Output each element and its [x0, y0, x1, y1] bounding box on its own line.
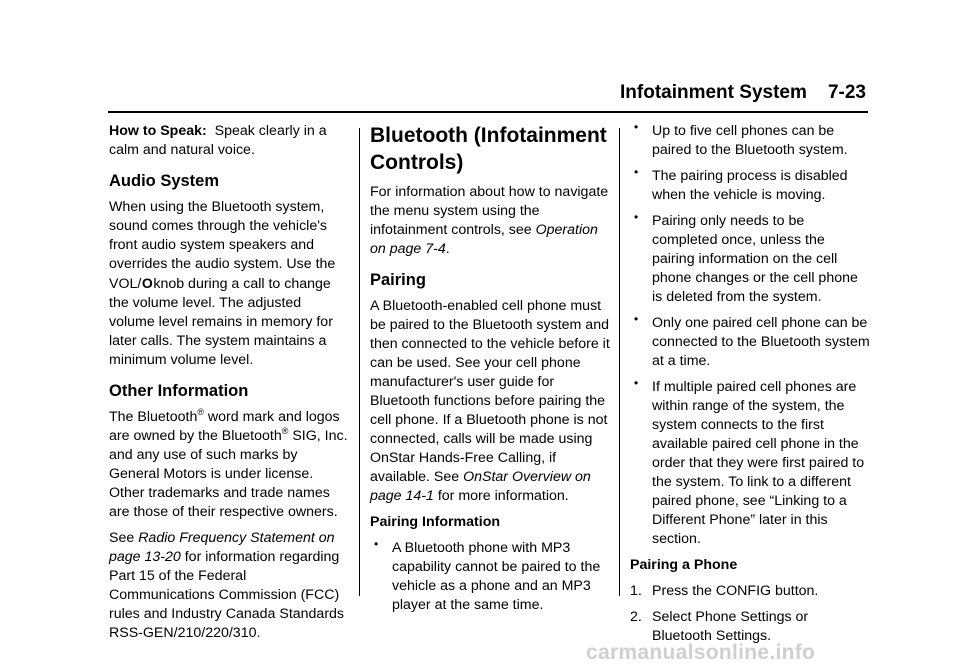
column-3 [630, 122, 870, 653]
bluetooth-heading: Bluetooth (Infotainment Controls) [370, 124, 607, 174]
step-number: 2. [630, 609, 642, 625]
registered-mark: ® [197, 407, 204, 417]
page-number: 7-23 [827, 82, 866, 103]
registered-mark: ® [281, 426, 289, 436]
pairing-text-a: A Bluetooth-enabled cell phone must be paired to the Bluetooth system and then connected to the vehicle before it can be used. See your cell phone manufacturer's user guide for Bluetooth functions before pairing the cell phone. If a Bluetooth phone is not connected, calls will be made using OnStar Hands-Free Calling, if available. See [370, 298, 610, 485]
list-item [630, 167, 870, 205]
list-item [630, 212, 870, 307]
column-divider [359, 128, 360, 596]
onstar-overview-link[interactable]: OnStar Overview on page 14-1 [370, 469, 591, 504]
audio-system-heading: Audio System [109, 172, 220, 190]
list-item [630, 378, 870, 549]
trademark-paragraph [109, 408, 349, 522]
step-text: Select Phone Settings or Bluetooth Settings. [652, 609, 809, 644]
column-1 [109, 122, 349, 650]
intro-paragraph [370, 183, 610, 259]
trademark-text-c: SIG, Inc. and any use of such marks by General Motors is under license. Other trademarks and trade names are those of their respective owners. [109, 428, 348, 520]
operation-link[interactable]: Operation on page 7-4 [370, 222, 598, 257]
audio-system-paragraph [109, 198, 349, 370]
bullet-icon: • [634, 376, 639, 390]
pairing-text-b: for more information. [433, 488, 569, 504]
bullet-icon: • [634, 165, 639, 179]
rf-statement-paragraph [109, 529, 349, 643]
column-divider [619, 128, 620, 596]
how-to-speak-paragraph [109, 122, 349, 160]
how-to-speak-text: Speak clearly in a calm and natural voice. [109, 123, 327, 158]
trademark-text-a: The Bluetooth [109, 409, 198, 425]
power-knob-icon: O [141, 275, 153, 291]
section-title: Infotainment System [620, 82, 807, 103]
audio-text-a: When using the Bluetooth system, sound comes through the vehicle's front audio system speakers and overrides the audio system. Use the VOL/ [109, 199, 336, 292]
pairing-paragraph [370, 297, 610, 506]
audio-text-b: knob during a call to change the volume level. The adjusted volume level remains in memory for later calls. The system maintains a minimum volume level. [109, 276, 333, 368]
intro-text: For information about how to navigate the menu system using the infotainment controls, see [370, 184, 609, 238]
list-item-text: Pairing only needs to be completed once, unless the pairing information on the cell phone changes or the cell phone is deleted from the system. [652, 213, 858, 305]
list-item-text: A Bluetooth phone with MP3 capability cannot be paired to the vehicle as a phone and an MP3 player at the same time. [392, 540, 601, 613]
pairing-a-phone-label: Pairing a Phone [630, 557, 738, 573]
list-item-text: Only one paired cell phone can be connected to the Bluetooth system at a time. [652, 315, 870, 369]
bullet-icon: • [374, 537, 379, 551]
bullet-icon: • [634, 120, 639, 134]
list-item [370, 539, 610, 615]
other-information-heading: Other Information [109, 382, 249, 400]
watermark: carmanualsonline.info [586, 641, 816, 664]
bullet-icon: • [634, 312, 639, 326]
trademark-text-b: word mark and logos are owned by the Bluetooth [109, 409, 340, 444]
page-header [620, 80, 866, 106]
list-item-text: If multiple paired cell phones are within range of the system, the system connects to the first available paired cell phone in the order that they were first paired to the system. To link to a different paired phone, see “Linking to a Different Phone” later in this section. [652, 379, 865, 547]
column-2 [370, 122, 610, 622]
list-item [630, 122, 870, 160]
rf-statement-link[interactable]: Radio Frequency Statement on page 13-20 [109, 530, 335, 565]
step-text: Press the CONFIG button. [652, 583, 819, 599]
header-rule [108, 111, 868, 113]
list-item-text: The pairing process is disabled when the vehicle is moving. [652, 168, 848, 203]
see-text: See [109, 530, 139, 546]
pairing-heading: Pairing [370, 271, 426, 289]
numbered-step [630, 582, 870, 601]
rf-statement-text: for information regarding Part 15 of the Federal Communications Commission (FCC) rules and Industry Canada Standards RSS-GEN/210/220/310. [109, 549, 345, 641]
step-number: 1. [630, 583, 642, 599]
intro-end: . [445, 241, 450, 257]
list-item-text: Up to five cell phones can be paired to the Bluetooth system. [652, 123, 848, 158]
list-item [630, 314, 870, 371]
bullet-icon: • [634, 210, 639, 224]
how-to-speak-label: How to Speak: [109, 123, 207, 139]
pairing-information-label: Pairing Information [370, 514, 501, 530]
